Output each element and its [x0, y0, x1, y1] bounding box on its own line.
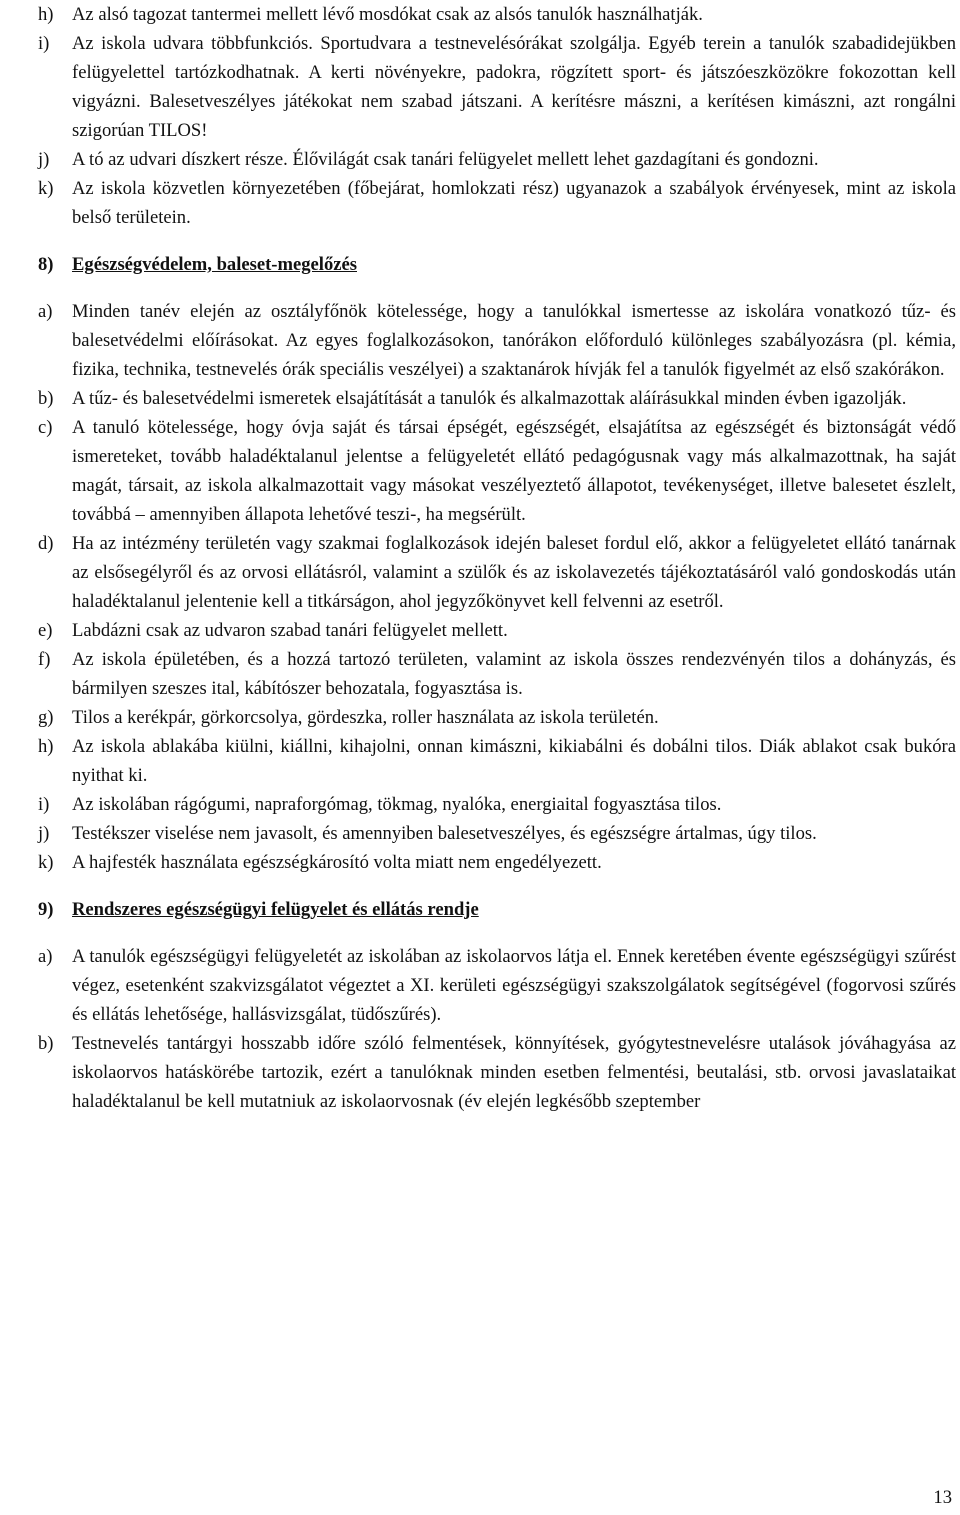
s8-item-a	[38, 297, 956, 384]
item-text: Az iskola udvara többfunkciós. Sportudvara a testnevelésórákat szolgálja. Egyéb terein a tanulók szabadidejükben felügyelettel tartózkodhatnak. A kerti növényekre, padokra, rögzített sport- és játszóeszközökre fokozottan kell vigyázni. Balesetveszélyes játékokat nem szabad játszani. A kerítésre mászni, a kerítésen kimászni, azt rongálni szigorúan TILOS!	[72, 33, 956, 141]
page-content	[38, 0, 956, 1116]
section-number: 8)	[38, 254, 54, 275]
s8-item-j	[38, 819, 956, 848]
item-label: h)	[38, 736, 54, 757]
section-title: Egészségvédelem, baleset-megelőzés	[72, 254, 357, 275]
item-text: Az iskola épületében, és a hozzá tartozó területen, valamint az iskola összes rendezvényén tilos a dohányzás, és bármilyen szeszes ital, kábítószer behozatala, fogyasztása is.	[72, 649, 956, 699]
item-text: A tó az udvari díszkert része. Élővilágát csak tanári felügyelet mellett lehet gazdagítani és gondozni.	[72, 149, 819, 170]
item-label: k)	[38, 178, 54, 199]
rule-item-k	[38, 174, 956, 232]
s8-item-f	[38, 645, 956, 703]
item-text: A tűz- és balesetvédelmi ismeretek elsajátítását a tanulók és alkalmazottak aláírásukkal minden évben igazolják.	[72, 388, 907, 409]
s9-item-b	[38, 1029, 956, 1116]
item-text: Az iskola ablakába kiülni, kiállni, kihajolni, onnan kimászni, kikiabálni és dobálni tilos. Diák ablakot csak bukóra nyithat ki.	[72, 736, 956, 786]
rule-item-j	[38, 145, 956, 174]
item-text: Az alsó tagozat tantermei mellett lévő mosdókat csak az alsós tanulók használhatják.	[72, 4, 703, 25]
item-label: j)	[38, 823, 50, 844]
page-number: 13	[933, 1487, 952, 1508]
item-text: Ha az intézmény területén vagy szakmai foglalkozások idején baleset fordul elő, akkor a felügyeletet ellátó tanárnak az elsősegélyről és az orvosi ellátásról, valamint a szülők és az iskolavezetés tájékoztatásáról való gondoskodás után haladéktalanul jelentenie kell a titkárságon, ahol jegyzőkönyvet kell felvenni az esetről.	[72, 533, 956, 612]
s8-item-b	[38, 384, 956, 413]
s8-item-h	[38, 732, 956, 790]
item-text: A tanuló kötelessége, hogy óvja saját és társai épségét, egészségét, elsajátítsa az egészségét és biztonságát védő ismereteket, tovább haladéktalanul jelentse a felügyeletét ellátó pedagógusnak vagy más alkalmazottnak, ha saját magát, társait, az iskola alkalmazottait vagy másokat veszélyeztető állapotot, tevékenységet, illetve balesetet észlelt, továbbá – amennyiben állapota lehetővé teszi-, ha megsérült.	[72, 417, 956, 525]
rule-item-h	[38, 0, 956, 29]
item-text: Az iskola közvetlen környezetében (főbejárat, homlokzati rész) ugyanazok a szabályok érvényesek, mint az iskola belső területein.	[72, 178, 956, 228]
item-text: Tilos a kerékpár, görkorcsolya, gördeszka, roller használata az iskola területén.	[72, 707, 659, 728]
item-label: j)	[38, 149, 50, 170]
item-label: i)	[38, 33, 50, 54]
section-9-heading	[38, 895, 956, 924]
item-label: h)	[38, 4, 54, 25]
item-text: A tanulók egészségügyi felügyeletét az iskolában az iskolaorvos látja el. Ennek keretében évente egészségügyi szűrést végez, esetenként szakvizsgálatot végeztet a XI. kerületi egészségügyi szakszolgálatok segítségével (fogorvosi szűrés és ellátás lehetősége, hallásvizsgálat, tüdőszűrés).	[72, 946, 956, 1025]
s8-item-e	[38, 616, 956, 645]
s8-item-g	[38, 703, 956, 732]
section-number: 9)	[38, 899, 54, 920]
item-label: i)	[38, 794, 50, 815]
item-text: Labdázni csak az udvaron szabad tanári felügyelet mellett.	[72, 620, 508, 641]
item-label: f)	[38, 649, 51, 670]
item-text: Testékszer viselése nem javasolt, és amennyiben balesetveszélyes, és egészségre ártalmas, úgy tilos.	[72, 823, 817, 844]
item-label: c)	[38, 417, 53, 438]
item-text: A hajfesték használata egészségkárosító volta miatt nem engedélyezett.	[72, 852, 602, 873]
item-label: b)	[38, 388, 54, 409]
item-label: b)	[38, 1033, 54, 1054]
item-label: k)	[38, 852, 54, 873]
item-text: Testnevelés tantárgyi hosszabb időre szóló felmentések, könnyítések, gyógytestnevelésre utalások jóváhagyása az iskolaorvos hatáskörébe tartozik, ezért a tanulóknak minden esetben felmentési, beutalási, stb. orvosi javaslataikat haladéktalanul be kell mutatniuk az iskolaorvosnak (év elején legkésőbb szeptember	[72, 1033, 956, 1112]
s8-item-i	[38, 790, 956, 819]
item-text: Minden tanév elején az osztályfőnök kötelessége, hogy a tanulókkal ismertesse az iskolára vonatkozó tűz- és balesetvédelmi előírásokat. Az egyes foglalkozásokon, tanórákon előforduló különleges szabályozásra (pl. kémia, fizika, technika, testnevelés órák speciális veszélyei) a szaktanárok hívják fel a tanulók figyelmét az első szakórákon.	[72, 301, 956, 380]
s8-item-k	[38, 848, 956, 877]
item-text: Az iskolában rágógumi, napraforgómag, tökmag, nyalóka, energiaital fogyasztása tilos.	[72, 794, 722, 815]
item-label: e)	[38, 620, 53, 641]
item-label: g)	[38, 707, 54, 728]
section-title: Rendszeres egészségügyi felügyelet és ellátás rendje	[72, 899, 479, 920]
section-8-heading	[38, 250, 956, 279]
s9-item-a	[38, 942, 956, 1029]
s8-item-c	[38, 413, 956, 529]
rule-item-i	[38, 29, 956, 145]
item-label: a)	[38, 301, 53, 322]
item-label: a)	[38, 946, 53, 967]
item-label: d)	[38, 533, 54, 554]
s8-item-d	[38, 529, 956, 616]
